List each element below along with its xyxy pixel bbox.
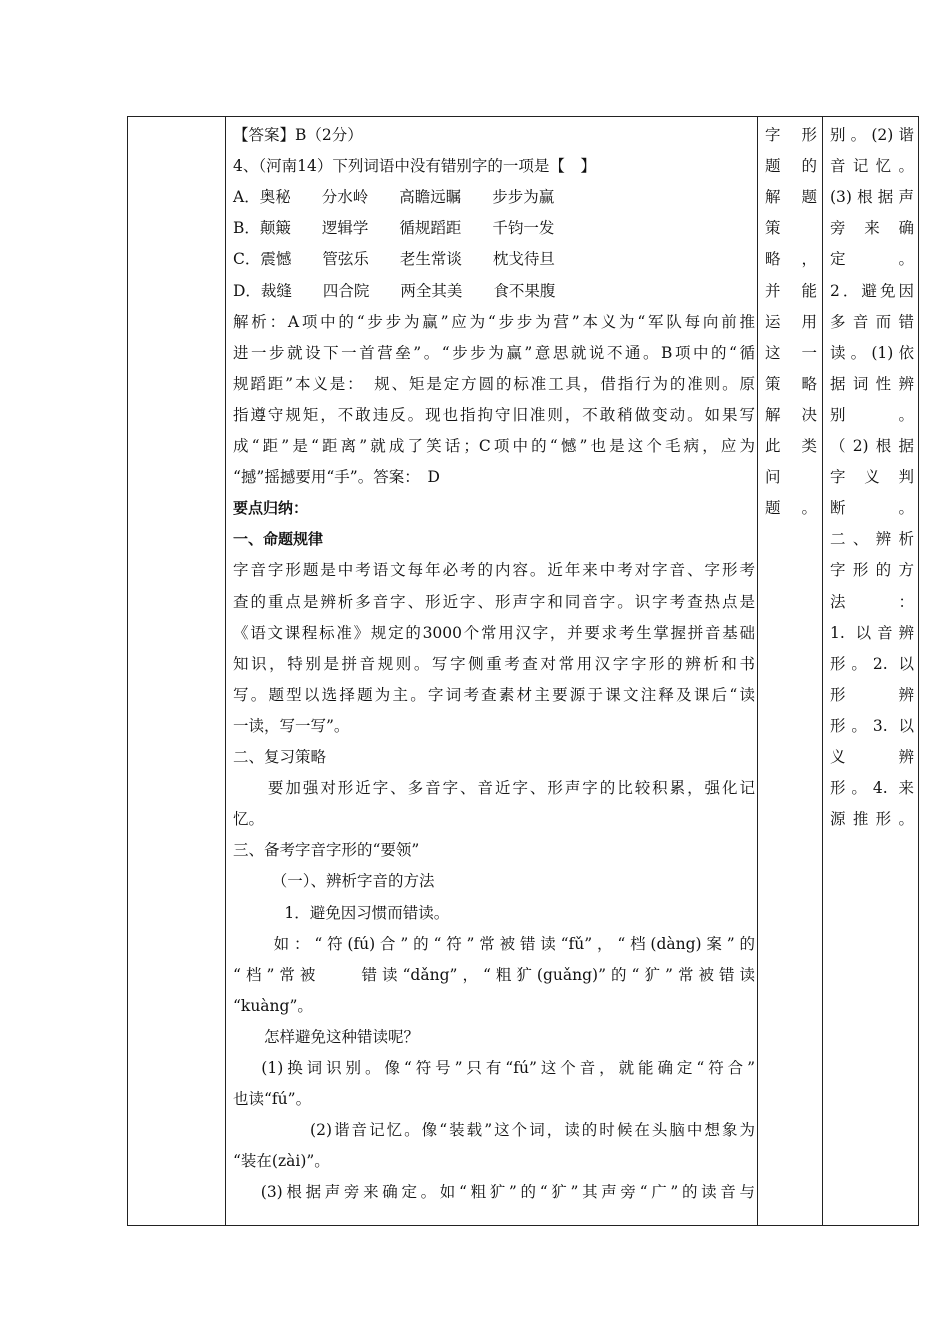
notes-line: 据词性辨 [830,374,914,393]
section-heading: 一、命题规律 [233,530,324,549]
notes-line: （2)根据 [830,437,914,455]
section-heading: 要点归纳： [233,499,309,518]
text-line: 1．避免因习惯而错读。 [233,903,450,922]
text-line: “撼”摇撼要用“手”。答案： D [233,468,440,487]
notes-line: 形。3. 以 [830,716,914,735]
text-line: “档”常被 错读“dǎng”，“粗犷(guǎng)”的“犷”常被错读 [233,965,755,984]
notes-line: 义 辨 [830,748,914,766]
strategy-line: 此类 [765,437,817,455]
text-line: 进一步就设下一首营垒”。“步步为赢”意思就说不通。B项中的“循 [233,343,755,362]
text-line: 二、复习策略 [233,748,327,766]
notes-line: 形。2. 以 [830,654,914,673]
strategy-line: 并能 [765,281,817,300]
notes-line: (3)根据声 [830,188,914,207]
text-line: 写。题型以选择题为主。字词考查素材主要源于课文注释及课后“读 [233,685,755,704]
text-line: 规蹈距”本义是： 规、矩是定方圆的标准工具，借指行为的准则。原 [233,374,755,393]
notes-line: 法 ： [830,592,914,611]
strategy-line: 题的 [765,157,817,176]
text-line: A．奥秘 分水岭 高瞻远瞩 步步为赢 [233,188,555,207]
notes-line: 定。 [830,250,914,269]
strategy-line: 字形 [765,126,817,144]
text-line: “kuàng”。 [233,996,313,1015]
text-line: (1)换词识别。像“符号”只有“fú”这个音，就能确定“符合” [233,1059,755,1077]
notes-line: 断。 [830,499,914,518]
strategy-line: 解决 [765,405,817,424]
strategy-line: 这一 [765,343,817,362]
text-line: C．震憾 管弦乐 老生常谈 枕戈待旦 [233,250,555,269]
notes-line: 二、辨析 [830,530,914,549]
notes-line: 字形的方 [830,561,914,580]
notes-line: 源推形。 [830,810,914,829]
strategy-line: 解题 [765,188,817,207]
text-line: 知识，特别是拼音规则。写字侧重考查对常用汉字字形的辨析和书 [233,654,755,673]
notes-line: 别。(2)谐 [830,126,914,144]
text-line: 《语文课程标准》规定的3000个常用汉字，并要求考生掌握拼音基础 [233,623,755,642]
text-line: 成“距”是“距离”就成了笑话；C项中的“憾”也是这个毛病，应为 [233,437,755,455]
text-line: D．裁缝 四合院 两全其美 食不果腹 [233,281,556,300]
strategy-line: 策 [765,219,781,238]
text-line: 也读“fú”。 [233,1090,312,1109]
text-line: 【答案】B（2分） [233,126,363,144]
notes-line: 形。4. 来 [830,779,914,798]
text-line: 要加强对形近字、多音字、音近字、形声字的比较积累，强化记 [233,779,755,798]
text-line: 字音字形题是中考语文每年必考的内容。近年来中考对字音、字形考 [233,561,755,580]
text-line: (3)根据声旁来确定。如“粗犷”的“犷”其声旁“广”的读音与 [233,1183,755,1202]
strategy-line: 策略 [765,374,817,393]
lesson-table [127,116,919,1226]
text-line: 如：“符(fú)合”的“符”常被错读“fǔ”，“档(dàng)案”的 [233,934,755,953]
text-line: B．颠簸 逻辑学 循规蹈距 千钧一发 [233,219,555,238]
column-divider [757,117,758,1225]
column-divider [822,117,823,1225]
text-line: 解析：A项中的“步步为赢”应为“步步为营”本义为“军队每向前推 [233,312,755,331]
text-line: 指遵守规矩，不敢违反。现也指拘守旧准则，不敢稍做变动。如果写 [233,405,755,424]
notes-line: 读。(1)依 [830,343,914,362]
notes-line: 多音而错 [830,312,914,331]
text-line: 怎样避免这种错读呢？ [233,1027,420,1046]
notes-line: 形 辨 [830,685,914,704]
text-line: 三、备考字音字形的“要领” [233,841,420,860]
notes-line: 1. 以音辨 [830,623,914,642]
text-line: 忆。 [233,810,265,829]
text-line: 4、（河南14）下列词语中没有错别字的一项是【 】 [233,157,596,176]
column-divider [225,117,226,1225]
strategy-line: 略， [765,250,817,269]
notes-line: 2．避免因 [830,281,914,300]
text-line: “装在(zài)”。 [233,1152,330,1171]
strategy-line: 题。 [765,499,817,518]
text-line: 查的重点是辨析多音字、形近字、形声字和同音字。识字考查热点是 [233,592,755,611]
notes-line: 旁来确 [830,219,914,238]
text-line: （一）、辨析字音的方法 [233,872,435,891]
notes-line: 别 。 [830,405,914,424]
strategy-line: 运用 [765,312,817,331]
text-line: (2)谐音记忆。像“装载”这个词，读的时候在头脑中想象为 [233,1121,755,1140]
text-line: 一读，写一写”。 [233,716,350,735]
notes-line: 音记忆。 [830,157,914,176]
strategy-line: 问 [765,468,781,487]
notes-line: 字义判 [830,468,914,487]
